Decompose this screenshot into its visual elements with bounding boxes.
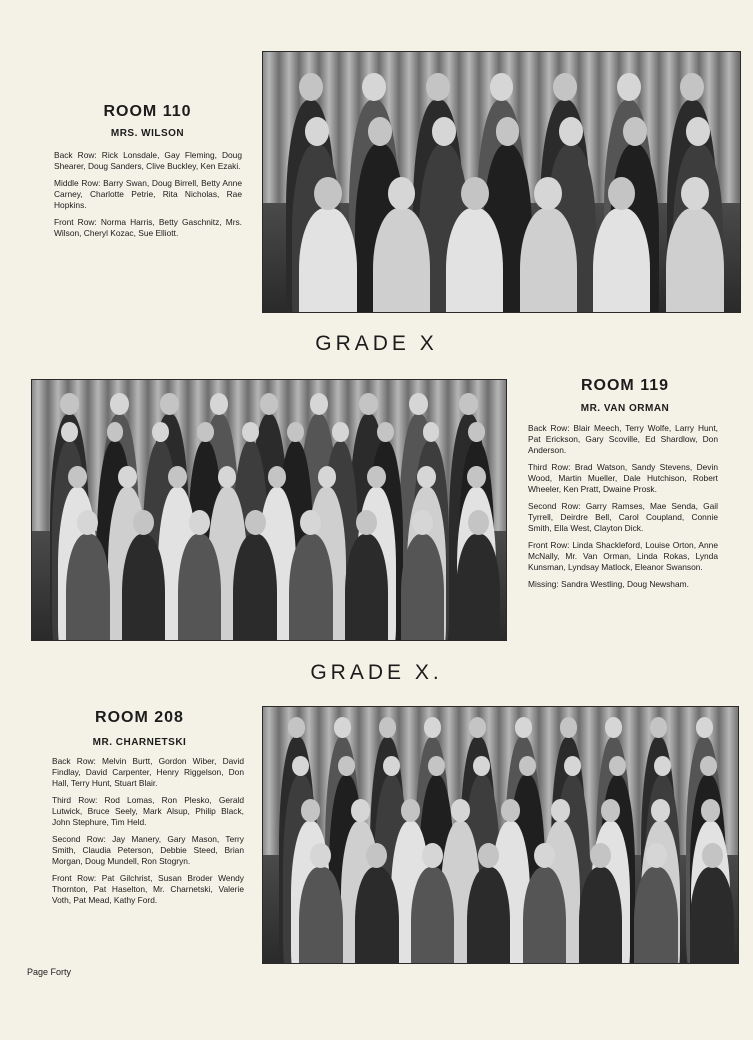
person-head: [366, 843, 387, 868]
person-head: [152, 422, 169, 442]
grade-heading: GRADE X.: [310, 661, 443, 684]
person-head: [451, 799, 470, 821]
person-figure: [520, 208, 577, 313]
caption-room-110: [54, 150, 242, 245]
person-head: [60, 393, 79, 415]
person-head: [351, 799, 370, 821]
person-head: [559, 117, 583, 146]
person-head: [412, 510, 433, 535]
person-head: [287, 422, 304, 442]
person-head: [468, 422, 485, 442]
person-head: [702, 843, 723, 868]
person-head: [608, 177, 635, 210]
person-head: [133, 510, 154, 535]
person-figure: [523, 867, 567, 964]
person-head: [551, 799, 570, 821]
person-head: [650, 717, 667, 737]
person-head: [496, 117, 520, 146]
person-head: [368, 117, 392, 146]
caption-row: Missing: Sandra Westling, Doug Newsham.: [528, 579, 689, 589]
person-head: [681, 177, 708, 210]
person-head: [469, 717, 486, 737]
person-figure: [66, 534, 109, 641]
person-head: [189, 510, 210, 535]
teacher-name: MR. CHARNETSKI: [92, 737, 187, 748]
caption-row: Front Row: Linda Shackleford, Louise Orton, Anne McNally, Mr. Van Orman, Linda Rokas, Lynda Kunsman, Lyndsay Matlock, Eleanor Swanson.: [528, 540, 718, 572]
person-head: [424, 717, 441, 737]
person-head: [700, 756, 717, 776]
teacher-name: MRS. WILSON: [110, 128, 185, 139]
person-figure: [345, 534, 388, 641]
room-title: ROOM 119: [580, 377, 670, 394]
caption-row: Back Row: Melvin Burtt, Gordon Wiber, David Findlay, David Carpenter, Henry Riggelson, Don Hall, Terry Hunt, Stuart Blair.: [52, 756, 244, 788]
caption-room-119: [528, 423, 718, 596]
person-head: [310, 843, 331, 868]
person-figure: [666, 208, 723, 313]
person-head: [432, 117, 456, 146]
person-head: [417, 466, 436, 488]
person-figure: [411, 867, 455, 964]
page-number: Page Forty: [27, 967, 72, 977]
person-head: [564, 756, 581, 776]
person-head: [338, 756, 355, 776]
person-head: [646, 843, 667, 868]
person-head: [356, 510, 377, 535]
person-figure: [446, 208, 503, 313]
person-head: [110, 393, 129, 415]
caption-row: Second Row: Garry Ramses, Mae Senda, Gail Tyrrell, Deirdre Bell, Carol Coupland, Connie Smith, Ella West, Clayton Dick.: [528, 501, 718, 533]
person-head: [379, 717, 396, 737]
person-figure: [289, 534, 332, 641]
person-head: [377, 422, 394, 442]
person-figure: [122, 534, 165, 641]
person-head: [383, 756, 400, 776]
person-head: [168, 466, 187, 488]
person-figure: [178, 534, 221, 641]
person-head: [242, 422, 259, 442]
person-head: [305, 117, 329, 146]
caption-row: Front Row: Pat Gilchrist, Susan Broder Wendy Thornton, Pat Haselton, Mr. Charnetski, Valerie Voth, Pat Mead, Kathy Ford.: [52, 873, 244, 905]
grade-heading: GRADE X: [315, 332, 438, 355]
person-head: [401, 799, 420, 821]
person-figure: [355, 867, 399, 964]
caption-row: Middle Row: Barry Swan, Doug Birrell, Betty Anne Carney, Charlotte Petrie, Rita Nicholas, Rae Hopkins.: [54, 178, 242, 210]
person-head: [459, 393, 478, 415]
person-head: [701, 799, 720, 821]
person-figure: [299, 867, 343, 964]
teacher-name: MR. VAN ORMAN: [580, 403, 670, 414]
person-figure: [401, 534, 444, 641]
person-figure: [233, 534, 276, 641]
caption-room-208: [52, 756, 244, 912]
person-head: [501, 799, 520, 821]
person-head: [314, 177, 341, 210]
person-head: [601, 799, 620, 821]
room-title: ROOM 110: [103, 103, 192, 120]
person-head: [605, 717, 622, 737]
person-head: [332, 422, 349, 442]
person-figure: [373, 208, 430, 313]
person-head: [560, 717, 577, 737]
person-head: [609, 756, 626, 776]
person-head: [515, 717, 532, 737]
caption-row: Back Row: Rick Lonsdale, Gay Fleming, Doug Shearer, Doug Sanders, Clive Buckley, Ken Ezaki.: [54, 150, 242, 171]
person-head: [553, 73, 577, 102]
person-head: [534, 843, 555, 868]
caption-row: Third Row: Brad Watson, Sandy Stevens, Devin Wood, Martin Mueller, Dale Hutchison, Robert Wheeler, Ken Pratt, Dwaine Prosk.: [528, 462, 718, 494]
person-head: [623, 117, 647, 146]
person-head: [107, 422, 124, 442]
class-photo-room-110: [262, 51, 741, 313]
person-head: [428, 756, 445, 776]
person-head: [301, 799, 320, 821]
person-head: [160, 393, 179, 415]
person-head: [467, 466, 486, 488]
person-head: [461, 177, 488, 210]
person-head: [468, 510, 489, 535]
room-title: ROOM 208: [95, 709, 184, 726]
person-head: [686, 117, 710, 146]
person-head: [334, 717, 351, 737]
person-head: [245, 510, 266, 535]
class-photo-room-208: [262, 706, 739, 964]
person-head: [617, 73, 641, 102]
caption-row: Second Row: Jay Manery, Gary Mason, Terry Smith, Claudia Peterson, Debbie Steed, Brian Morgan, Doug Mundell, Ron Stogryn.: [52, 834, 244, 866]
person-head: [519, 756, 536, 776]
person-head: [422, 843, 443, 868]
person-figure: [467, 867, 511, 964]
person-figure: [634, 867, 678, 964]
person-head: [299, 73, 323, 102]
person-figure: [579, 867, 623, 964]
person-head: [696, 717, 713, 737]
class-photo-room-119: [31, 379, 507, 641]
person-head: [651, 799, 670, 821]
caption-row: Back Row: Blair Meech, Terry Wolfe, Larry Hunt, Pat Erickson, Gary Scoville, Ed Shardlow, Don Anderson.: [528, 423, 718, 455]
caption-row: Third Row: Rod Lomas, Ron Plesko, Gerald Lutwick, Bruce Seely, Mark Alsup, Philip Black, John Stephure, Tim Held.: [52, 795, 244, 827]
person-figure: [593, 208, 650, 313]
person-head: [61, 422, 78, 442]
person-figure: [690, 867, 734, 964]
person-head: [197, 422, 214, 442]
person-head: [590, 843, 611, 868]
person-head: [423, 422, 440, 442]
person-head: [288, 717, 305, 737]
person-figure: [299, 208, 356, 313]
person-head: [68, 466, 87, 488]
person-head: [426, 73, 450, 102]
caption-row: Front Row: Norma Harris, Betty Gaschnitz, Mrs. Wilson, Cheryl Kozac, Sue Elliott.: [54, 217, 242, 238]
person-head: [388, 177, 415, 210]
person-figure: [456, 534, 499, 641]
person-head: [118, 466, 137, 488]
person-head: [534, 177, 561, 210]
person-head: [478, 843, 499, 868]
